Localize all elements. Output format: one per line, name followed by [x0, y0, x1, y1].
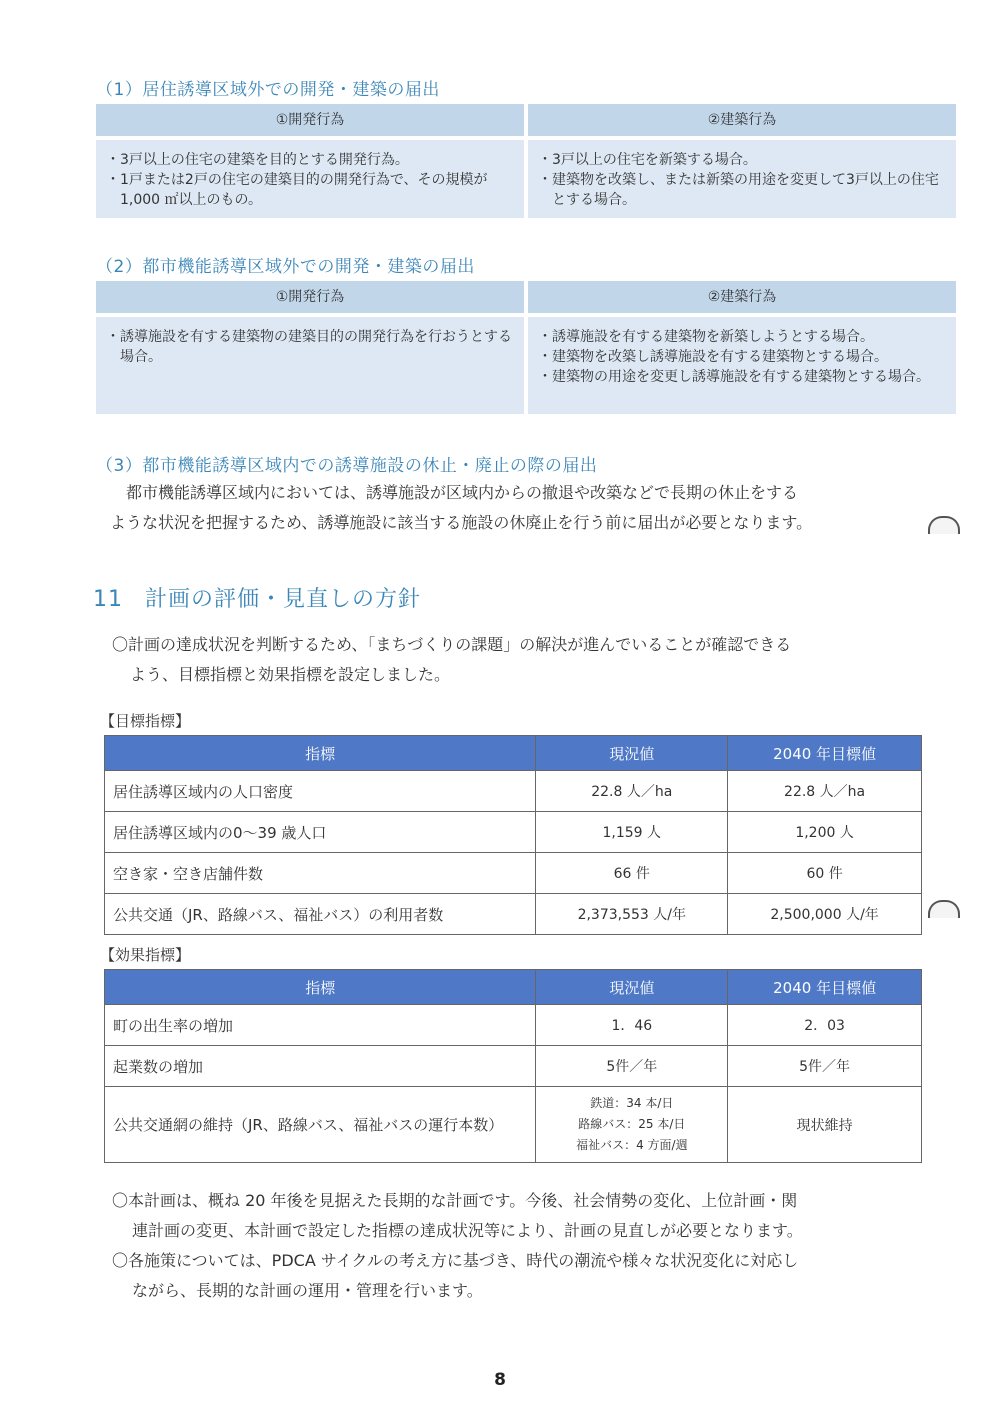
section-2-col-construction — [528, 281, 956, 414]
section-2-col-body-development — [96, 317, 524, 414]
chapter-title — [93, 582, 421, 613]
list-item: ・ 1戸または2戸の住宅の建築目的の開発行為で、その規模が 1,000 ㎡以上のもの。 — [106, 172, 488, 208]
section-1-col-header-development: ①開発行為 — [96, 104, 524, 136]
section-1-heading: （1）居住誘導区域外での開発・建築の届出 — [96, 80, 440, 100]
closing-line-2: 連計画の変更、本計画で設定した指標の達成状況等により、計画の見直しが必要となります。 — [132, 1221, 803, 1240]
column-header: 現況値 — [536, 736, 728, 771]
target-indicators-label: 【目標指標】 — [100, 712, 191, 730]
list-item: ・ 建築物の用途を変更し誘導施設を有する建築物とする場合。 — [538, 369, 930, 385]
section-3-heading: （3）都市機能誘導区域内での誘導施設の休止・廃止の際の届出 — [96, 456, 598, 476]
transit-current-welfare-bus: 福祉バス：4 方面/週 — [576, 1138, 688, 1152]
section-3-line-2: ような状況を把握するため、誘導施設に該当する施設の休廃止を行う前に届出が必要となります。 — [110, 513, 813, 532]
closing-line-3: 〇各施策については、PDCA サイクルの考え方に基づき、時代の潮流や様々な状況変化に対応し — [112, 1251, 799, 1270]
closing-line-1: 〇本計画は、概ね 20 年後を見据えた長期的な計画です。今後、社会情勢の変化、上位計画・関 — [112, 1191, 798, 1210]
section-2-col-development — [96, 281, 524, 414]
section-2-box — [96, 281, 956, 414]
column-header: 2040 年目標値 — [728, 970, 922, 1005]
table-row: 空き家・空き店舗件数 66 件 60 件 — [105, 853, 922, 894]
effect-indicators-table — [104, 969, 922, 1163]
list-item: ・ 3戸以上の住宅を新築する場合。 — [538, 152, 757, 168]
section-3-paragraph — [110, 478, 950, 538]
section-1-col-development — [96, 104, 524, 214]
table-row: 居住誘導区域内の人口密度 22.8 人／ha 22.8 人／ha — [105, 771, 922, 812]
section-1-box — [96, 104, 956, 214]
section-1-col-body-development — [96, 140, 524, 218]
effect-indicators-label: 【効果指標】 — [100, 946, 191, 964]
table-row: 公共交通（JR、路線バス、福祉バス）の利用者数 2,373,553 人/年 2,500,000 人/年 — [105, 894, 922, 935]
column-header: 指標 — [105, 970, 536, 1005]
table-header-row — [105, 970, 922, 1005]
table-row: 公共交通網の維持（JR、路線バス、福祉バスの運行本数） 鉄道：34 本/日 路線バス：25 本/日 福祉バス：4 方面/週 現状維持 — [105, 1087, 922, 1163]
target-indicators-table — [104, 735, 922, 935]
chapter-title-text: 計画の評価・見直しの方針 — [145, 587, 422, 612]
punch-hole-icon — [928, 900, 960, 918]
section-2-col-header-construction: ②建築行為 — [528, 281, 956, 313]
page-number: 8 — [494, 1370, 506, 1390]
section-2-col-body-construction — [528, 317, 956, 414]
section-3-line-1: 都市機能誘導区域内においては、誘導施設が区域内からの撤退や改築などで長期の休止をする — [126, 483, 799, 502]
list-item: ・ 3戸以上の住宅の建築を目的とする開発行為。 — [106, 152, 409, 168]
section-1-col-body-construction — [528, 140, 956, 218]
list-item: ・ 誘導施設を有する建築物を新築しようとする場合。 — [538, 329, 874, 345]
intro-line-1: 〇計画の達成状況を判断するため、「まちづくりの課題」の解決が進んでいることが確認できる — [112, 635, 792, 654]
section-2-heading: （2）都市機能誘導区域外での開発・建築の届出 — [96, 257, 475, 277]
list-item: ・ 建築物を改築し、または新築の用途を変更して3戸以上の住宅とする場合。 — [538, 172, 939, 208]
table-header-row — [105, 736, 922, 771]
section-1-col-construction — [528, 104, 956, 214]
chapter-number: 11 — [93, 587, 123, 612]
table-row: 起業数の増加 5件／年 5件／年 — [105, 1046, 922, 1087]
table-row: 町の出生率の増加 1．46 2．03 — [105, 1005, 922, 1046]
closing-paragraph — [112, 1186, 932, 1306]
list-item: ・ 誘導施設を有する建築物の建築目的の開発行為を行おうとする場合。 — [106, 329, 512, 365]
section-2-col-header-development: ①開発行為 — [96, 281, 524, 313]
punch-hole-icon — [928, 516, 960, 534]
column-header: 指標 — [105, 736, 536, 771]
transit-current-rail: 鉄道：34 本/日 — [590, 1096, 674, 1110]
intro-line-2: よう、目標指標と効果指標を設定しました。 — [130, 665, 451, 684]
column-header: 2040 年目標値 — [728, 736, 922, 771]
column-header: 現況値 — [536, 970, 728, 1005]
list-item: ・ 建築物を改築し誘導施設を有する建築物とする場合。 — [538, 349, 888, 365]
intro-paragraph — [112, 630, 932, 690]
table-row: 居住誘導区域内の0～39 歳人口 1,159 人 1,200 人 — [105, 812, 922, 853]
transit-current-bus: 路線バス：25 本/日 — [578, 1117, 686, 1131]
closing-line-4: ながら、長期的な計画の運用・管理を行います。 — [132, 1281, 483, 1300]
section-1-col-header-construction: ②建築行為 — [528, 104, 956, 136]
